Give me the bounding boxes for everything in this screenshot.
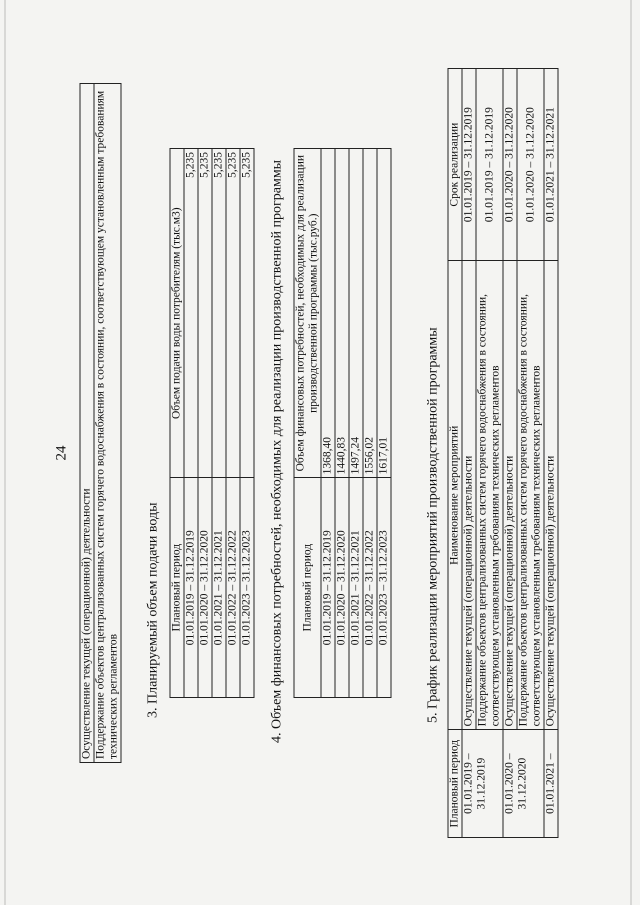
top-row-1: Осуществление текущей (операционной) деятельности xyxy=(80,83,94,762)
s5-header-term: Срок реализации xyxy=(448,68,462,260)
rotated-page xyxy=(38,28,603,878)
schedule-table xyxy=(448,68,559,838)
table-row: 01.01.2023 – 31.12.2023 1617,01 xyxy=(377,148,391,697)
top-row-2: Поддержание объектов централизованных систем горячего водоснабжения в состоянии, соответствующем установленным требованиям технических регламентов xyxy=(94,83,121,762)
table-row: Поддержание объектов централизованных систем горячего водоснабжения в состоянии, соответствующем установленным требованиям технических регламентов 01.01.2019 – 31.12.2019 xyxy=(476,68,503,837)
section4-title: 4. Объем финансовых потребностей, необходимых для реализации производственной программы xyxy=(269,159,285,743)
table-row: Поддержание объектов централизованных систем горячего водоснабжения в состоянии, соответствующем установленным требованиям технических регламентов 01.01.2020 – 31.12.2020 xyxy=(517,68,544,837)
section3-title: 3. Планируемый объем подачи воды xyxy=(145,501,161,718)
table-row: 01.01.2020 – 31.12.2020 1440,83 xyxy=(335,148,349,697)
scan-edge-left xyxy=(4,0,6,905)
table-row: 01.01.2019 – 31.12.2019 1368,40 xyxy=(321,148,335,697)
table-row: 01.01.2020 – 31.12.2020 Осуществление текущей (операционной) деятельности 01.01.2020 – 31.12.2020 xyxy=(503,68,517,837)
table-row: 01.01.2021 – 31.12.2021 5,235 xyxy=(212,148,226,697)
table-row: 01.01.2019 – 31.12.2019 5,235 xyxy=(184,148,198,697)
table-row: 01.01.2020 – 31.12.2020 5,235 xyxy=(198,148,212,697)
page-number: 24 xyxy=(53,445,70,460)
section5-title: 5. График реализации мероприятий производственной программы xyxy=(425,326,441,723)
finance-table xyxy=(294,148,392,698)
s4-header-finance: Объем финансовых потребностей, необходимых для реализации производственной программы (тыс.руб.) xyxy=(294,148,321,477)
table-row: 01.01.2019 – 31.12.2019 Осуществление текущей (операционной) деятельности 01.01.2019 – 31.12.2019 xyxy=(462,68,476,837)
table-row: 01.01.2023 – 31.12.2023 5,235 xyxy=(240,148,254,697)
table-row: 01.01.2021 – 31.12.2021 1497,24 xyxy=(349,148,363,697)
s3-header-volume: Объем подачи воды потребителям (тыс.м3) xyxy=(170,148,184,477)
table-row: 01.01.2022 – 31.12.2022 1556,02 xyxy=(363,148,377,697)
s5-period-cell: 01.01.2021 – xyxy=(544,729,558,837)
top-table xyxy=(80,83,122,763)
table-row: 01.01.2021 – Осуществление текущей (операционной) деятельности 01.01.2021 – 31.12.2021 xyxy=(544,68,558,837)
s5-period-cell: 01.01.2020 – 31.12.2020 xyxy=(503,729,544,837)
table-row: 01.01.2022 – 31.12.2022 5,235 xyxy=(226,148,240,697)
s3-header-period: Плановый период xyxy=(170,477,184,697)
s4-header-period: Плановый период xyxy=(294,477,321,697)
s5-period-cell: 01.01.2019 – 31.12.2019 xyxy=(462,729,503,837)
s5-header-name: Наименование мероприятий xyxy=(448,260,462,729)
water-volume-table xyxy=(170,148,255,698)
scan-edge-right xyxy=(630,0,632,905)
s5-header-period: Плановый период xyxy=(448,729,462,837)
